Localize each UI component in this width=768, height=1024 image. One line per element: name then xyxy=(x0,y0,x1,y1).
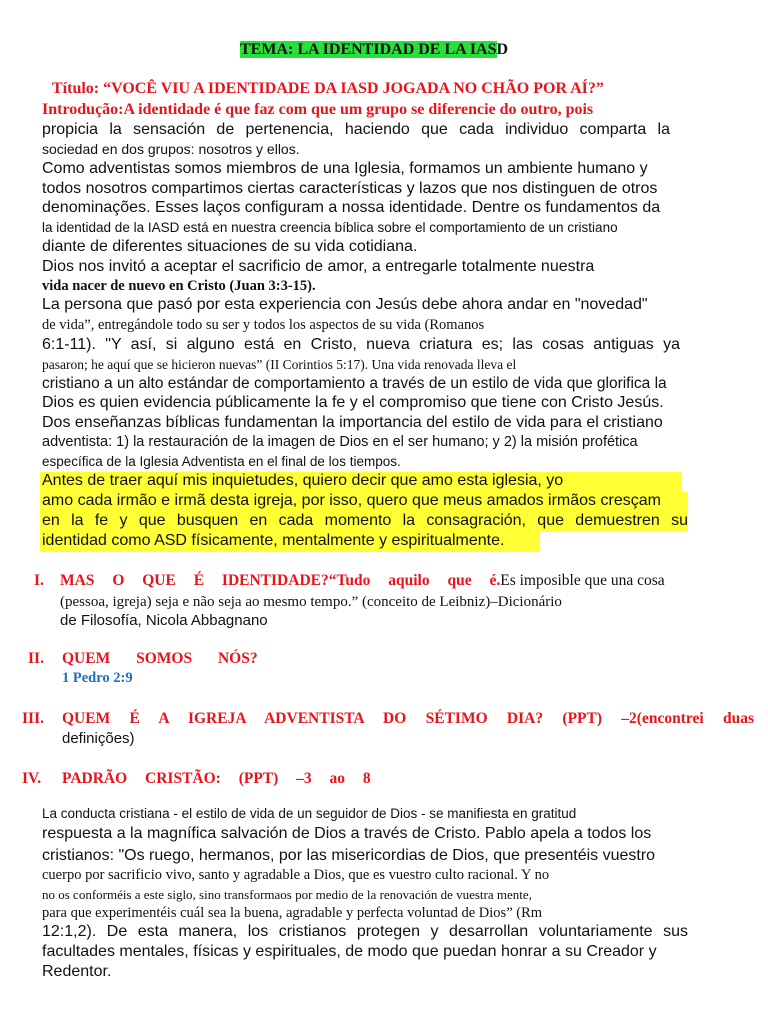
body-line: diante de diferentes situaciones de su vida cotidiana. xyxy=(42,238,418,255)
section-3-number: III. xyxy=(22,710,44,727)
body-line: todos nosotros compartimos ciertas características y lazos que nos distinguen de otros xyxy=(42,180,658,197)
body-line: adventista: 1) la restauración de la imagen de Dios en el ser humano; y 2) la misión profética xyxy=(42,434,638,450)
section-2-reference: 1 Pedro 2:9 xyxy=(62,670,133,686)
body-line: denominações. Esses laços configuram a nossa identidade. Dentre os fundamentos da xyxy=(42,199,661,216)
section-1-heading xyxy=(60,572,700,590)
title-highlight: TEMA: LA IDENTIDAD DE LA IAS xyxy=(240,41,497,58)
title-tail: D xyxy=(496,41,509,58)
body-line: Dos enseñanzas bíblicas fundamentan la importancia del estilo de vida para el cristiano xyxy=(42,414,663,431)
body-line: vida nacer de nuevo en Cristo (Juan 3:3-15). xyxy=(42,278,316,294)
section-1-text: Es imposible que una cosa xyxy=(500,572,665,589)
conducta-line: respuesta a la magnífica salvación de Dios a través de Cristo. Pablo apela a todos los xyxy=(42,825,652,842)
highlight-line: Antes de traer aquí mis inquietudes, quiero decir que amo esta iglesia, yo xyxy=(40,472,682,492)
body-line: cristiano a un alto estándar de comportamiento a través de un estilo de vida que glorifica la xyxy=(42,375,667,392)
section-1-line: de Filosofía, Nicola Abbagnano xyxy=(60,612,268,629)
body-line: la identidad de la IASD está en nuestra creencia bíblica sobre el comportamiento de un cristiano xyxy=(42,220,618,235)
body-line: específica de la Iglesia Adventista en el final de los tiempos. xyxy=(42,454,401,469)
body-line: de vida”, entregándole todo su ser y todos los aspectos de su vida (Romanos xyxy=(42,317,485,333)
section-1-title: MAS O QUE É IDENTIDADE?“Tudo aquilo que é. xyxy=(60,572,501,589)
section-4-heading: PADRÃO CRISTÃO: (PPT) –3 ao 8 xyxy=(62,770,371,787)
body-line: propicia la sensación de pertenencia, haciendo que cada individuo comparta la xyxy=(42,121,670,138)
body-line: 6:1-11). "Y así, si alguno está en Cristo, nueva criatura es; las cosas antiguas ya xyxy=(42,336,680,353)
document-title xyxy=(240,41,508,59)
introducao-line: Introdução:A identidade é que faz com que um grupo se diferencie do outro, pois xyxy=(42,101,594,118)
conducta-line: cristianos: "Os ruego, hermanos, por las misericordias de Dios, que presentéis vuestro xyxy=(42,847,656,864)
body-line: Dios nos invitó a aceptar el sacrificio de amor, a entregarle totalmente nuestra xyxy=(42,258,595,275)
conducta-line: La conducta cristiana - el estilo de vida de un seguidor de Dios - se manifiesta en gratitud xyxy=(42,806,577,821)
conducta-line: no os conforméis a este siglo, sino transformaos por medio de la renovación de vuestra mente, xyxy=(42,887,532,902)
section-2-heading: QUEM SOMOS NÓS? xyxy=(62,650,258,667)
section-4-number: IV. xyxy=(22,770,42,787)
section-1-line: (pessoa, igreja) seja e não seja ao mesmo tempo.” (conceito de Leibniz)–Dicionário xyxy=(60,594,562,610)
conducta-line: para que experimentéis cuál sea la buena, agradable y perfecta voluntad de Dios” (Rm xyxy=(42,905,543,921)
body-line: pasaron; he aquí que se hicieron nuevas” (II Corintios 5:17). Una vida renovada lleva el xyxy=(42,357,517,372)
body-line: Como adventistas somos miembros de una Iglesia, formamos un ambiente humano y xyxy=(42,160,648,177)
conducta-line: cuerpo por sacrificio vivo, santo y agradable a Dios, que es vuestro culto racional. Y no xyxy=(42,867,550,883)
section-3-heading: QUEM É A IGREJA ADVENTISTA DO SÉTIMO DIA? (PPT) –2(encontrei duas xyxy=(62,710,754,727)
body-line: La persona que pasó por esta experiencia con Jesús debe ahora andar en "novedad" xyxy=(42,296,648,313)
highlight-line: en la fe y que busquen en cada momento la consagración, que demuestren su xyxy=(40,512,688,532)
conducta-line: Redentor. xyxy=(42,963,112,980)
titulo-line: Título: “VOCÊ VIU A IDENTIDADE DA IASD JOGADA NO CHÃO POR AÍ?” xyxy=(52,80,604,97)
conducta-line: 12:1,2). De esta manera, los cristianos protegen y desarrollan voluntariamente sus xyxy=(42,923,688,940)
conducta-line: facultades mentales, físicas y espirituales, de modo que puedan honrar a su Creador y xyxy=(42,943,657,960)
body-line: Dios es quien evidencia públicamente la fe y el compromiso que tiene con Cristo Jesús. xyxy=(42,394,664,411)
body-line: sociedad en dos grupos: nosotros y ellos. xyxy=(42,141,300,157)
section-2-number: II. xyxy=(28,650,44,667)
highlight-line: amo cada irmão e irmã desta igreja, por isso, quero que meus amados irmãos cresçam xyxy=(40,492,688,512)
section-1-number: I. xyxy=(34,572,44,589)
section-3-line: definições) xyxy=(62,730,135,747)
highlight-line: identidad como ASD físicamente, mentalmente y espiritualmente. xyxy=(40,532,540,552)
